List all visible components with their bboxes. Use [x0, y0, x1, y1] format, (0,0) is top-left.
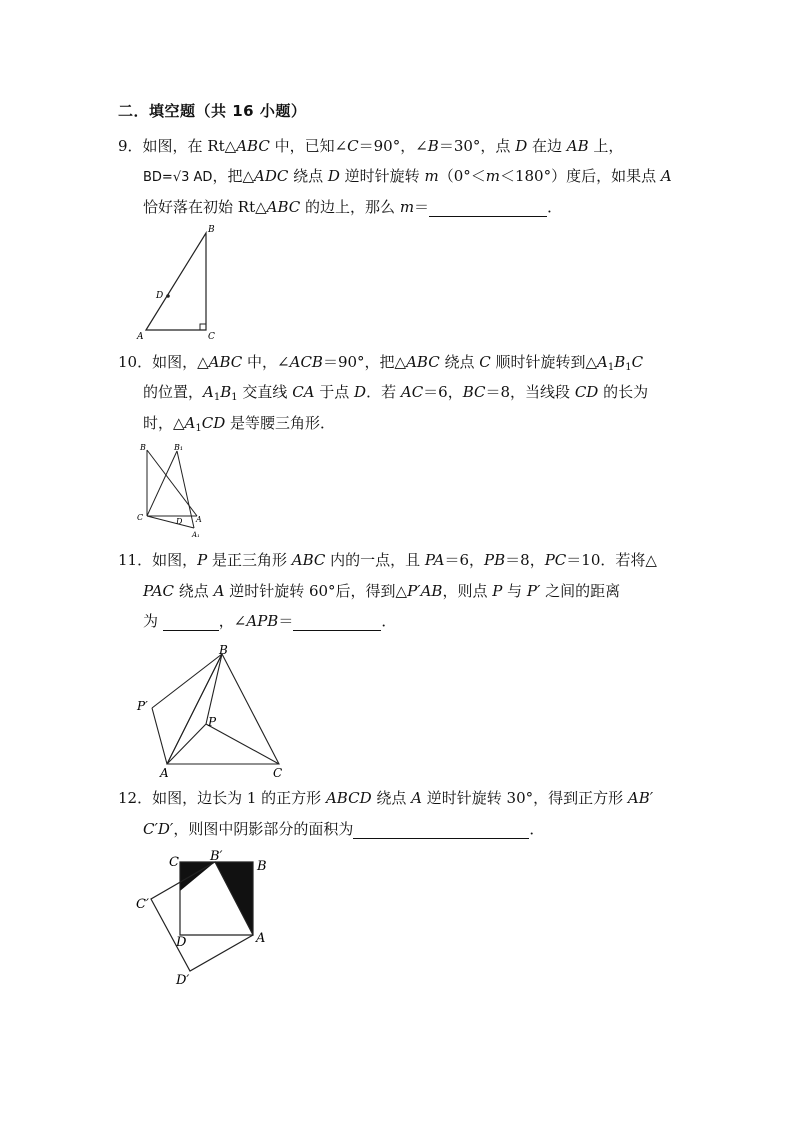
q10-text: ＝6，	[423, 383, 463, 401]
q11-text: PB	[484, 551, 506, 569]
q9-text: AD	[189, 170, 213, 185]
q10-text: 顺时针旋转到△	[490, 353, 598, 371]
q10-text: CD	[574, 383, 599, 401]
q9-text: ＜180°）度后，如果点	[499, 167, 661, 185]
segment-p1a	[152, 708, 167, 764]
q10-text: 1	[607, 362, 615, 373]
q12-text: C′D′	[143, 820, 174, 838]
label-b-prime: B′	[210, 849, 223, 864]
q10-text: 时，△	[143, 414, 185, 432]
q12-figure	[134, 846, 294, 986]
q11-text: PAC	[143, 582, 175, 600]
shaded-region-left	[180, 862, 215, 891]
q9-text: AB	[566, 137, 589, 155]
q10-text: 中，∠	[242, 353, 290, 371]
q9-text: BD=	[143, 170, 173, 185]
answer-blank-distance[interactable]	[163, 614, 219, 631]
q10-text: 1	[213, 392, 221, 403]
q10-text: ．若	[366, 383, 401, 401]
q11-text: 是正三角形	[207, 551, 292, 569]
q10-line1	[118, 352, 643, 372]
q9-text: m	[424, 167, 439, 185]
q9-text: 的边上，那么	[300, 198, 400, 216]
q9-text: 上，	[588, 137, 624, 155]
q12-text: A	[411, 789, 422, 807]
q11-text: 内的一点，且	[325, 551, 425, 569]
q11-text: 绕点	[174, 582, 214, 600]
q9-text: A	[660, 167, 672, 185]
q11-text: P	[197, 551, 208, 569]
label-d-prime: D′	[176, 973, 190, 986]
q12-line2	[143, 819, 544, 839]
q9-figure	[136, 224, 226, 344]
q11-text: ＝10．若将△	[566, 551, 657, 569]
segment-p1p	[167, 654, 222, 764]
q11-line2	[143, 581, 620, 601]
q9-text: 逆时针旋转	[339, 167, 425, 185]
q11-text: ＝6，	[444, 551, 485, 569]
q10-text: 于点	[314, 383, 355, 401]
q10-text: 1	[195, 423, 202, 434]
triangle-abc	[146, 233, 206, 330]
q11-text: PC	[544, 551, 567, 569]
label-b1: B₁	[174, 443, 184, 452]
q9-text: B	[427, 137, 439, 155]
q10-figure	[134, 440, 214, 540]
q11-text: 为	[143, 612, 163, 630]
q9-text: ABC	[236, 137, 270, 155]
q11-text: APB	[246, 612, 279, 630]
label-d: D	[156, 291, 164, 301]
answer-blank[interactable]	[353, 822, 529, 839]
label-p: P	[208, 715, 217, 729]
q9-text: 绕点	[288, 167, 328, 185]
label-c-prime: C′	[136, 897, 149, 912]
q9-line3	[143, 197, 562, 217]
q12-text: ，则图中阴影部分的面积为	[173, 820, 354, 838]
label-d: D	[176, 517, 183, 526]
q9-text: m	[399, 198, 415, 216]
q10-text: A	[184, 414, 196, 432]
q11-text: ，则点	[442, 582, 493, 600]
sqrt-symbol: √3	[172, 170, 190, 185]
q11-text: 如图，	[152, 551, 198, 569]
q10-text: 的长为	[598, 383, 649, 401]
label-b: B	[219, 643, 228, 657]
question-number: 12．	[118, 789, 153, 807]
q9-text: 中，已知∠	[269, 137, 348, 155]
label-c: C	[208, 332, 215, 342]
point-d	[166, 294, 170, 298]
q11-text: 之间的距离	[540, 582, 621, 600]
right-angle-mark	[200, 324, 206, 330]
q11-text: 逆时针旋转 60°后，得到△	[224, 582, 408, 600]
q11-text: 与	[502, 582, 527, 600]
q10-text: B	[614, 353, 626, 371]
label-b: B	[140, 443, 146, 452]
q10-text: A	[203, 383, 214, 401]
q10-text: C	[479, 353, 491, 371]
q9-line1	[118, 136, 623, 156]
label-a: A	[160, 766, 169, 780]
q9-line2	[143, 166, 672, 188]
q12-text: AB′	[627, 789, 654, 807]
answer-blank[interactable]	[429, 200, 547, 217]
q11-text: A	[213, 582, 225, 600]
q11-text: ＝8，	[505, 551, 545, 569]
q9-text: （0°＜	[438, 167, 486, 185]
q11-figure	[134, 640, 294, 780]
q9-text: D	[515, 137, 528, 155]
question-number: 10．	[118, 353, 153, 371]
question-number: 9．	[118, 137, 143, 155]
q10-text: 的位置，	[143, 383, 204, 401]
label-b: B	[257, 859, 267, 874]
q11-text: ．	[381, 612, 397, 630]
q9-text: 在边	[527, 137, 567, 155]
q10-text: 1	[625, 362, 632, 373]
q11-text: ABC	[291, 551, 326, 569]
q11-text: P′AB	[407, 582, 443, 600]
segment-ca1	[147, 516, 194, 528]
label-c: C	[273, 766, 283, 780]
q11-line3	[143, 611, 396, 631]
q10-text: CD	[201, 414, 226, 432]
q10-text: ＝8，当线段	[485, 383, 575, 401]
q10-text: 绕点	[439, 353, 480, 371]
q10-text: 交直线	[237, 383, 293, 401]
q9-text: D	[327, 167, 340, 185]
question-number: 11．	[118, 551, 153, 569]
q10-text: ACB	[289, 353, 323, 371]
q10-text: 是等腰三角形．	[225, 414, 336, 432]
q10-line2	[143, 382, 648, 402]
q11-text: ＝	[278, 612, 294, 630]
q12-text: ．	[529, 820, 545, 838]
q10-text: A	[597, 353, 608, 371]
q12-text: 逆时针旋转 30°，得到正方形	[421, 789, 628, 807]
label-c: C	[137, 513, 144, 522]
q12-text: 绕点	[371, 789, 412, 807]
q9-text: ＝30°，点	[438, 137, 516, 155]
label-c: C	[169, 855, 179, 870]
label-a: A	[256, 931, 266, 946]
label-a: A	[196, 515, 202, 524]
q9-text: C	[347, 137, 359, 155]
q9-text: ＝90°，∠	[358, 137, 428, 155]
q9-text: ＝	[414, 198, 430, 216]
q9-text: 恰好落在初始 Rt△	[143, 198, 267, 216]
q11-line1	[118, 550, 657, 570]
q11-text: PA	[424, 551, 445, 569]
section-title: 二．填空题（共 16 小题）	[118, 102, 307, 120]
label-b: B	[208, 225, 215, 235]
q10-text: ABC	[406, 353, 440, 371]
answer-blank-angle[interactable]	[293, 614, 381, 631]
q10-text: CA	[292, 383, 315, 401]
q10-text: C	[631, 353, 644, 371]
q11-text: P′	[526, 582, 541, 600]
segment-ap	[167, 724, 206, 764]
q10-text: B	[220, 383, 232, 401]
q9-text: ADC	[253, 167, 289, 185]
q12-line1	[118, 788, 653, 808]
q10-text: ＝90°，把△	[322, 353, 407, 371]
q9-text: ABC	[266, 198, 301, 216]
q10-text: AC	[400, 383, 424, 401]
q9-text: ，把△	[212, 167, 254, 185]
label-a: A	[137, 332, 144, 342]
q10-text: ABC	[208, 353, 243, 371]
label-a1: A₁	[192, 531, 200, 539]
q10-text: BC	[462, 383, 486, 401]
label-p-prime: P′	[137, 699, 148, 713]
q10-text: 1	[231, 392, 238, 403]
q10-text: D	[354, 383, 367, 401]
q12-text: ABCD	[325, 789, 372, 807]
q9-text: ．	[547, 198, 563, 216]
q9-text: m	[485, 167, 500, 185]
label-d: D	[176, 935, 187, 950]
q10-text: 如图，△	[152, 353, 209, 371]
q12-text: 如图，边长为 1 的正方形	[152, 789, 326, 807]
q9-text: 如图，在 Rt△	[142, 137, 237, 155]
q10-line3	[143, 413, 335, 433]
q11-text: P	[492, 582, 503, 600]
q11-text: ，∠	[218, 612, 247, 630]
